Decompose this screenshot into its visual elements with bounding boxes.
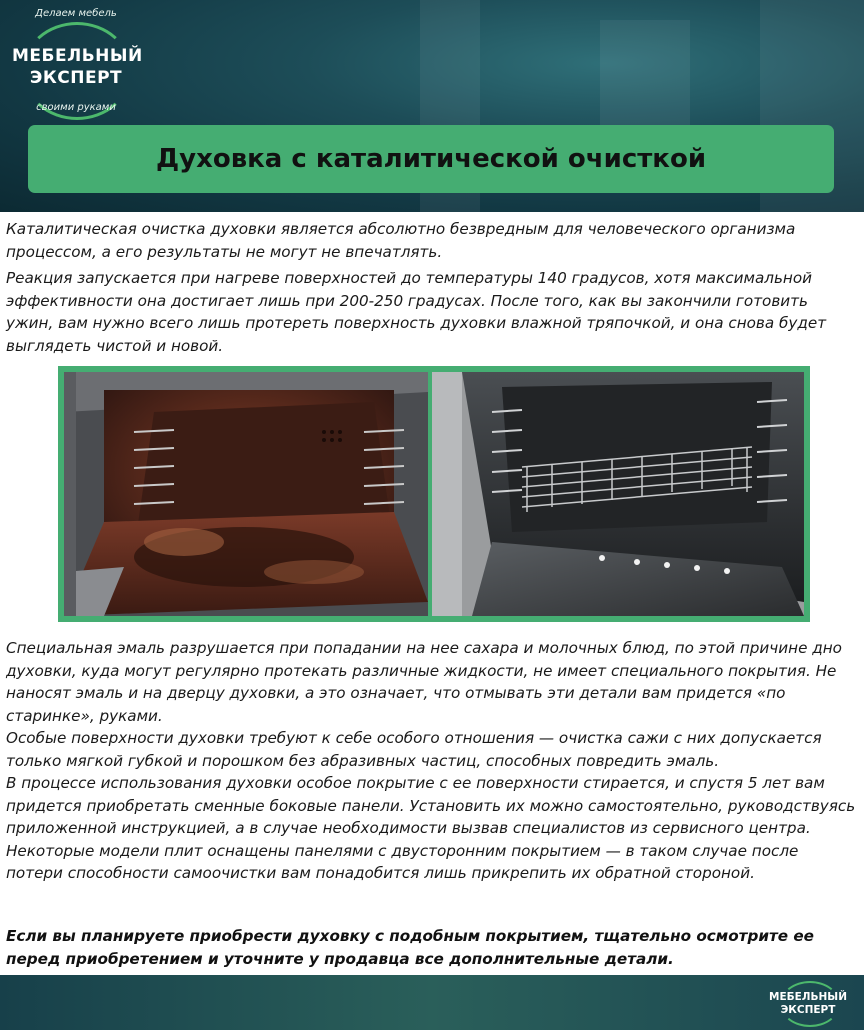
dirty-oven-photo	[64, 372, 428, 616]
page-title: Духовка с каталитической очисткой	[155, 144, 707, 174]
clean-oven-image	[432, 372, 804, 616]
reaction-paragraph	[6, 267, 858, 357]
logo-tagline-top: Делаем мебель	[35, 8, 117, 19]
footer-brand-line1: МЕБЕЛЬНЫЙ	[769, 991, 847, 1003]
header-banner	[0, 0, 864, 212]
details-paragraphs	[6, 637, 858, 885]
intro-paragraph	[6, 218, 858, 263]
logo-brand-line2: ЭКСПЕРТ	[29, 68, 123, 88]
brand-logo[interactable]	[12, 8, 143, 126]
paragraph: В процессе использования духовки особое покрытие с ее поверхности стирается, и спустя 5 лет вам придется приобретать сменные боковые панели. Установить их можно самостоятельно, руководствуясь приложенной инструкцией, а в случае необходимости вызвав специалистов из сервисного центра.	[6, 774, 856, 837]
oven-comparison-photos	[58, 366, 810, 622]
paragraph: Особые поверхности духовки требуют к себе особого отношения — очистка сажи с них допускается только мягкой губкой и порошком без абразивных частиц, способных повредить эмаль.	[6, 729, 822, 770]
clean-oven-photo	[432, 372, 804, 616]
paragraph: Специальная эмаль разрушается при попадании на нее сахара и молочных блюд, по этой причине дно духовки, куда могут регулярно протекать различные жидкости, не имеет специального покрытия. Не наносят эмаль и на дверцу духовки, а это означает, что отмывать эти детали вам придется «по старинке», руками.	[6, 639, 842, 725]
title-banner	[28, 125, 834, 193]
logo-brand-line1: МЕБЕЛЬНЫЙ	[12, 46, 143, 66]
footer-banner	[0, 975, 864, 1030]
dirty-oven-image	[64, 372, 428, 616]
purchase-advice-note: Если вы планируете приобрести духовку с подобным покрытием, тщательно осмотрите ее перед приобретением и уточните у продавца все дополнительные детали.	[6, 927, 814, 968]
paragraph: Реакция запускается при нагреве поверхностей до температуры 140 градусов, хотя максимальной эффективности она достигает лишь при 200-250 градусах. После того, как вы закончили готовить ужин, вам нужно всего лишь протереть поверхность духовки влажной тряпочкой, и она снова будет выглядеть чистой и новой.	[6, 269, 827, 355]
footer-brand-line2: ЭКСПЕРТ	[780, 1004, 836, 1016]
footer-brand-logo[interactable]	[766, 979, 850, 1025]
logo-tagline-bottom: своими руками	[36, 102, 116, 113]
paragraph: Некоторые модели плит оснащены панелями с двусторонним покрытием — в таком случае после потери способности самоочистки вам понадобится лишь прикрепить их обратной стороной.	[6, 841, 799, 882]
paragraph: Каталитическая очистка духовки является абсолютно безвредным для человеческого организма процессом, а его результаты не могут не впечатлять.	[6, 220, 796, 261]
